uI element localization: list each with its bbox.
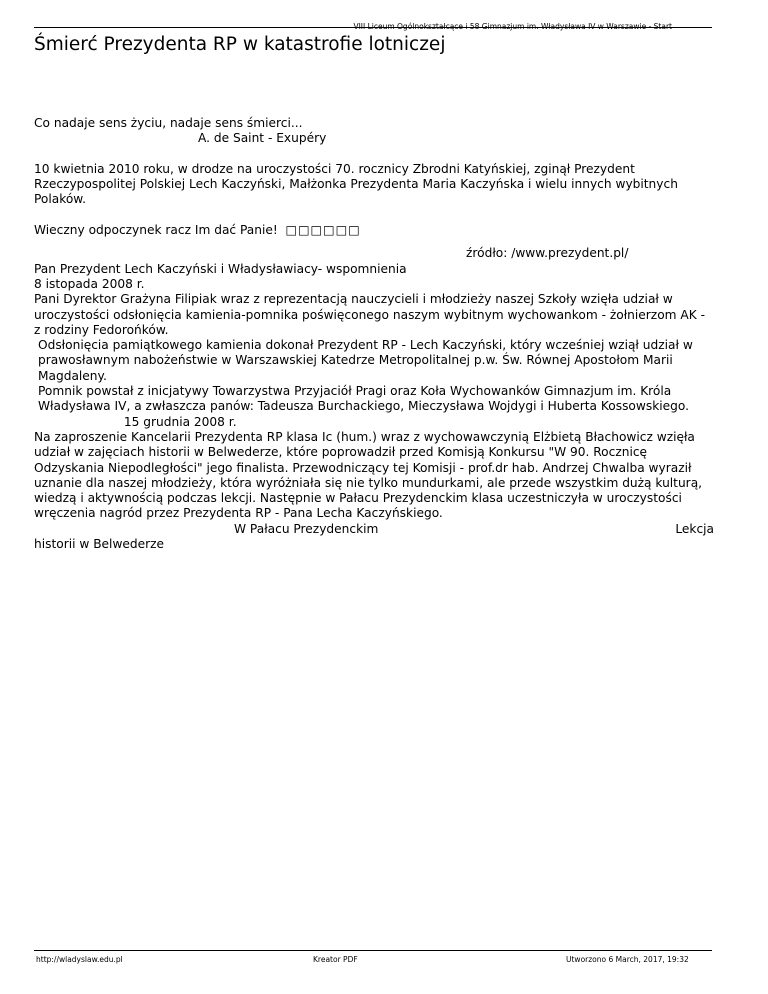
- footer-url: http://wladyslaw.edu.pl: [36, 955, 123, 964]
- header-divider: [34, 27, 712, 28]
- photo-captions: [34, 522, 714, 537]
- photo-caption: W Pałacu Prezydenckim: [234, 521, 379, 536]
- photo-caption: historii w Belwederze: [34, 537, 165, 552]
- paragraph: Na zaproszenie Kancelarii Prezydenta RP klasa Ic (hum.) wraz z wychowawczynią Elżbietą Błachowicz wzięła udział w zajęciach historii w Belwederze, które poprowadził przed Komisją Konkursu "W 90. Rocznicę Odzyskania Niepodległości" jego finalista. Przewodniczący tej Komisji - prof.dr hab. Andrzej Chwalba wyraził uznanie dla naszej młodzieży, która wyróżniała się nie tylko mundurkami, ale przede wszystkim dużą kulturą, wiedzą i aktywnością podczas lekcji. Następnie w Pałacu Prezydenckim klasa uczestniczyła w uroczystości wręczenia nagród przez Prezydenta RP - Pana Lecha Kaczyńskiego.: [34, 429, 703, 521]
- footer-generator: Kreator PDF: [313, 955, 358, 964]
- section-heading: Pan Prezydent Lech Kaczyński i Władysławiacy- wspomnienia: [34, 261, 407, 276]
- footer-divider: [34, 950, 712, 951]
- prayer-text: Wieczny odpoczynek racz Im dać Panie!: [34, 223, 278, 238]
- article-body: [34, 116, 714, 552]
- event-date: 15 grudnia 2008 r.: [123, 414, 237, 429]
- site-title: VIII Liceum Ogólnokształcące i 58 Gimnazjum im. Władysława IV w Warszawie - Start: [353, 22, 672, 31]
- quote-text: Co nadaje sens życiu, nadaje sens śmierci...: [34, 116, 303, 130]
- page-header: [0, 14, 768, 33]
- quote-author: A. de Saint - Exupéry: [198, 131, 327, 146]
- paragraph: Pani Dyrektor Grażyna Filipiak wraz z reprezentacją nauczycieli i młodzieży naszej Szkoły wzięła udział w uroczystości odsłonięcia kamienia-pomnika poświęconego naszym wybitnym wychowankom - żołnierzom AK - z rodziny Fedorońków.: [34, 292, 705, 337]
- paragraph: Odsłonięcia pamiątkowego kamienia dokonał Prezydent RP - Lech Kaczyński, który wcześniej wziął udział w prawosławnym nabożeństwie w Warszawskiej Katedrze Metropolitalnej p.w. Św. Równej Apostołom Marii Magdaleny.: [38, 338, 693, 383]
- prayer-line: [34, 223, 714, 238]
- article-title: Śmierć Prezydenta RP w katastrofie lotniczej: [34, 34, 446, 55]
- missing-glyphs: □□□□□□: [285, 223, 361, 238]
- intro-paragraph: 10 kwietnia 2010 roku, w drodze na uroczystości 70. rocznicy Zbrodni Katyńskiej, zginął Prezydent Rzeczypospolitej Polskiej Lech Kaczyński, Małżonka Prezydenta Maria Kaczyńska i wielu innych wybitnych Polaków.: [34, 161, 678, 207]
- paragraph: [34, 384, 714, 430]
- source-line: źródło: /www.prezydent.pl/: [466, 246, 629, 261]
- paragraph-text: Pomnik powstał z inicjatywy Towarzystwa Przyjaciół Pragi oraz Koła Wychowanków Gimnazjum im. Króla Władysława IV, a zwłaszcza panów: Tadeusza Burchackiego, Mieczysława Wojdygi i Huberta Kossowskiego.: [38, 384, 689, 414]
- footer-created: Utworzono 6 March, 2017, 19:32: [566, 955, 689, 964]
- event-date: 8 istopada 2008 r.: [34, 276, 145, 291]
- photo-caption: Lekcja: [675, 521, 714, 536]
